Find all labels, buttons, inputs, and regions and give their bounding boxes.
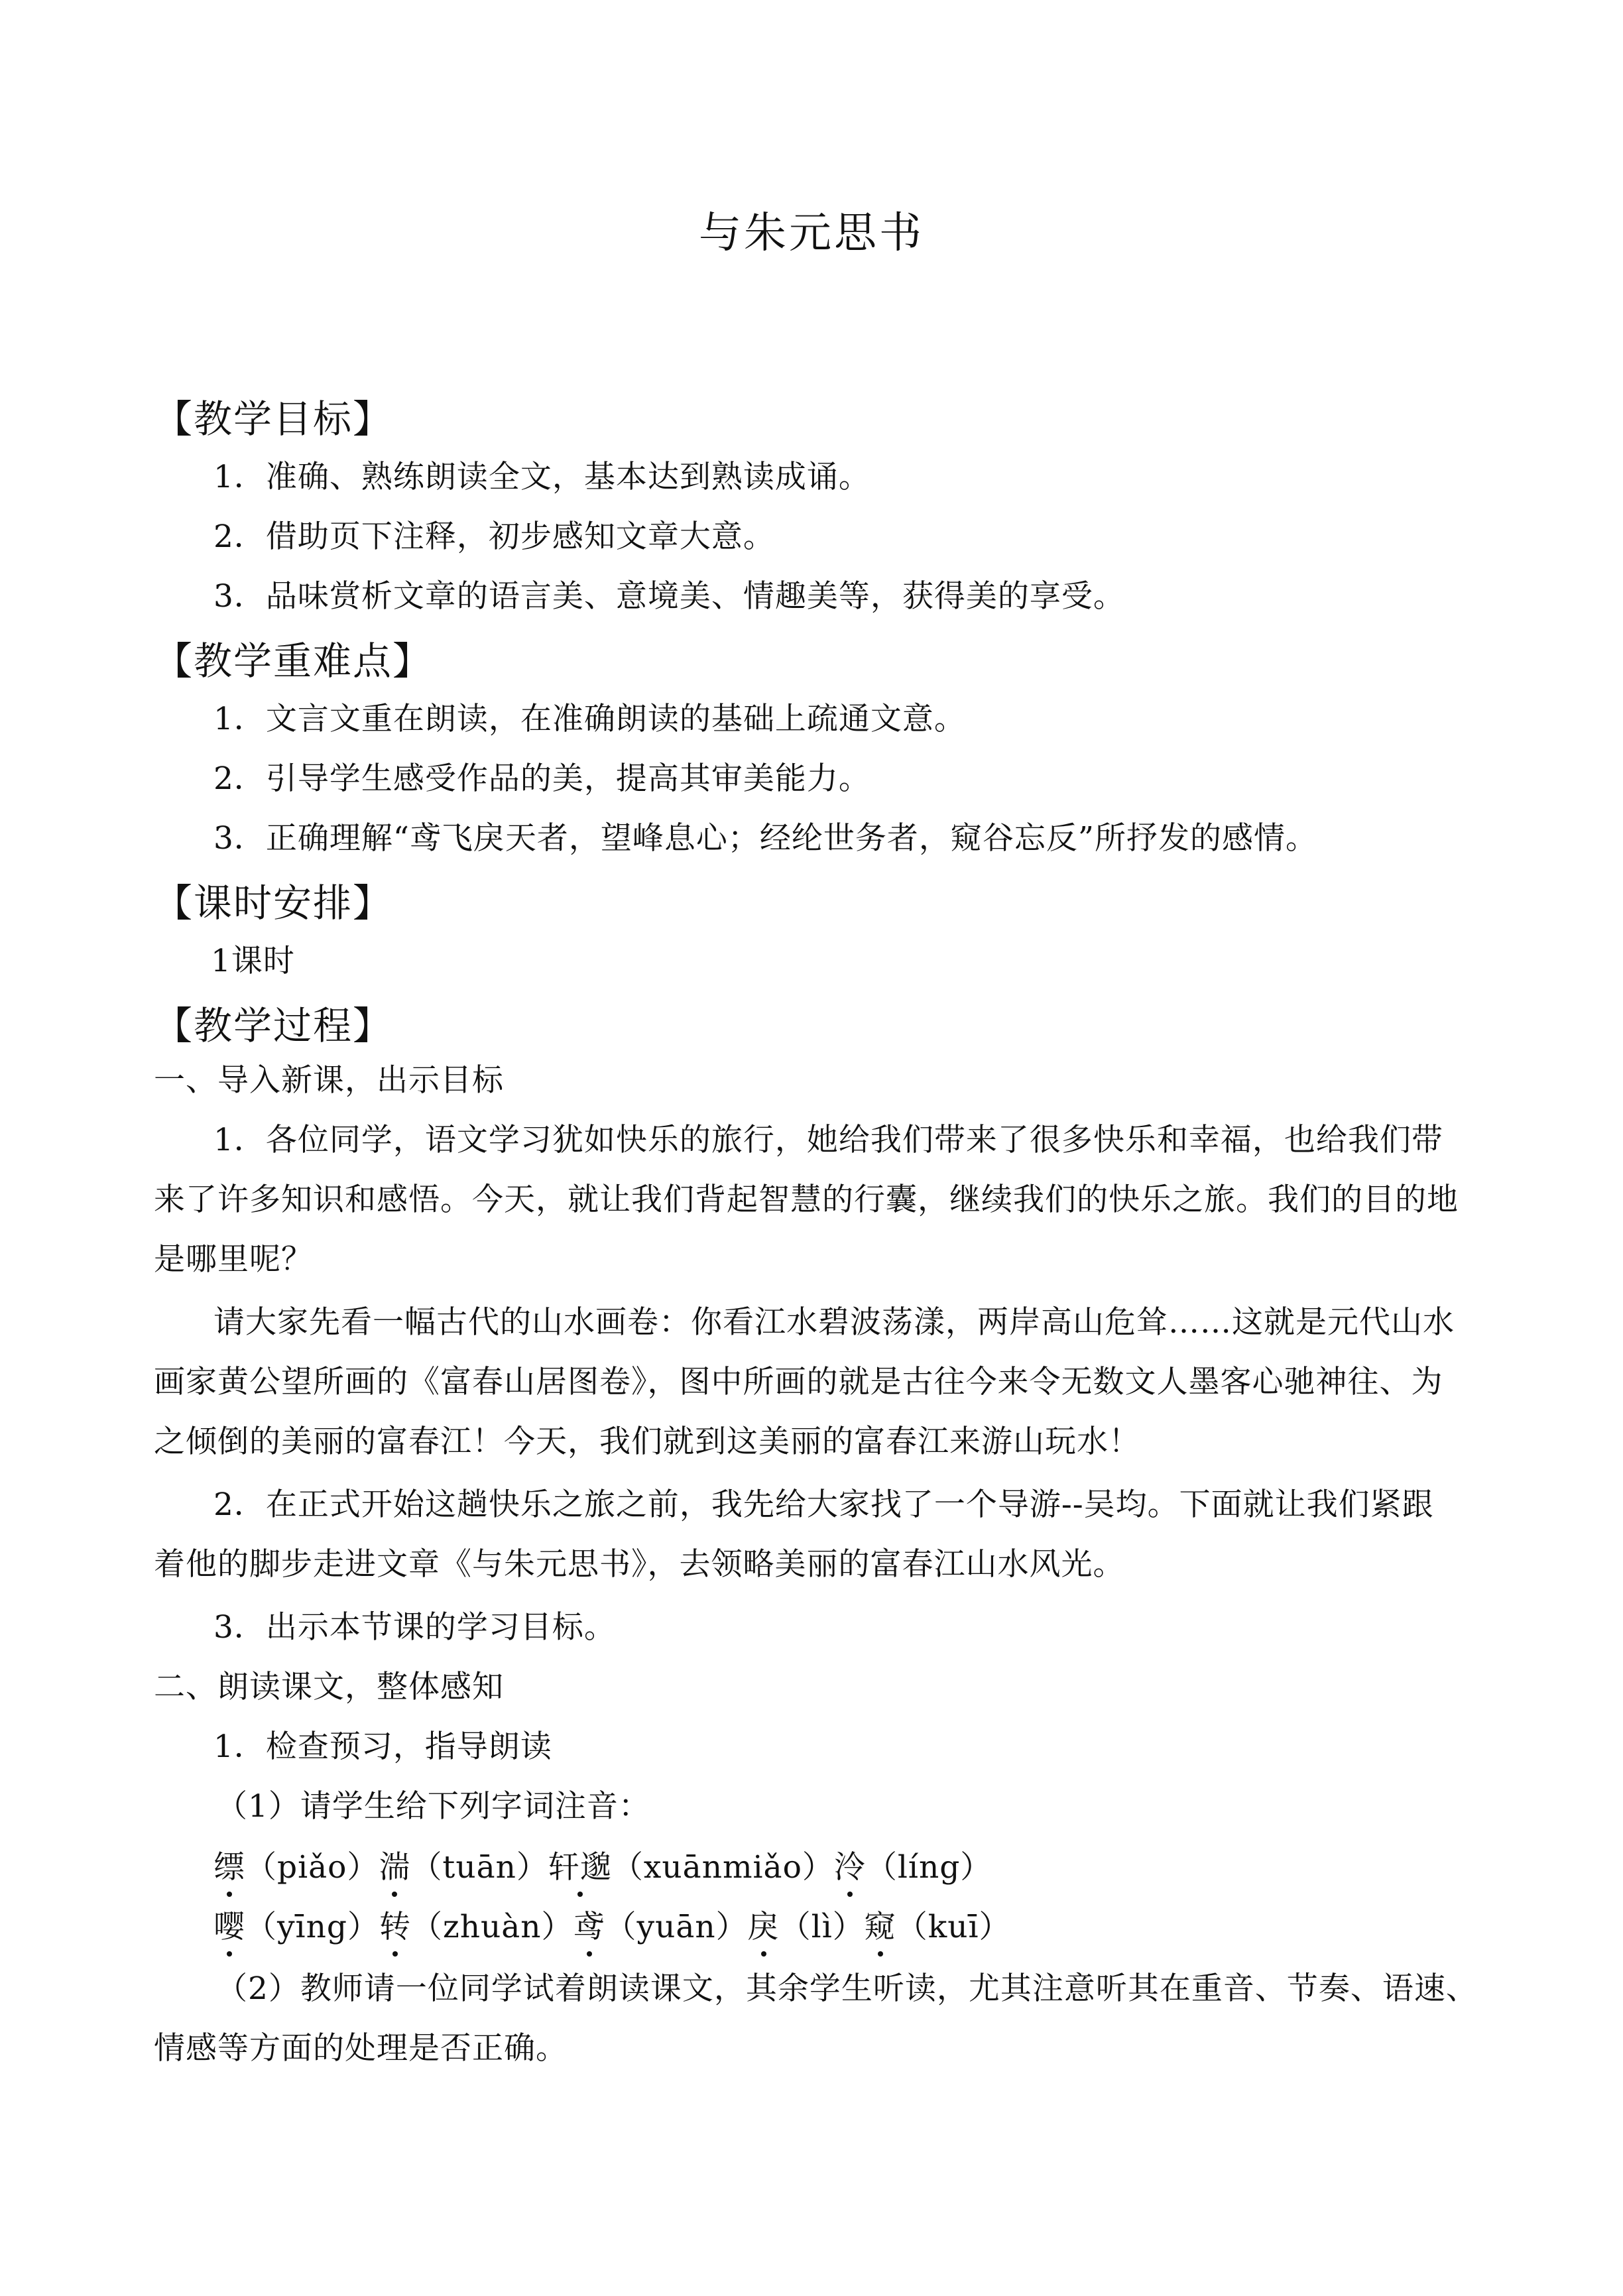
- annotated-char: 嘤: [213, 1907, 245, 1947]
- paragraph-line: 请大家先看一幅古代的山水画卷：你看江水碧波荡漾，两岸高山危耸……这就是元代山水: [213, 1304, 1455, 1341]
- paragraph-line: 1．各位同学，语文学习犹如快乐的旅行，她给我们带来了很多快乐和幸福，也给我们带: [213, 1122, 1443, 1158]
- annotated-char: 窥: [865, 1907, 896, 1947]
- pinyin: （zhuàn）: [410, 1909, 573, 1945]
- pinyin: （lì）: [779, 1909, 865, 1945]
- part1-title: 一、导入新课，出示目标: [154, 1062, 504, 1099]
- paragraph-line: 之倾倒的美丽的富春江！今天，我们就到这美丽的富春江来游山玩水！: [154, 1423, 1140, 1460]
- heading-objectives: 【教学目标】: [154, 396, 393, 442]
- objective-item: 1．准确、熟练朗读全文，基本达到熟读成诵。: [213, 459, 871, 495]
- heading-process: 【教学过程】: [154, 1003, 393, 1048]
- paragraph-line: 3．出示本节课的学习目标。: [213, 1609, 616, 1646]
- heading-schedule: 【课时安排】: [154, 880, 393, 926]
- annotated-char: 湍: [379, 1848, 410, 1888]
- objective-item: 2．借助页下注释，初步感知文章大意。: [213, 518, 775, 555]
- annotated-char: 缥: [213, 1848, 245, 1888]
- pinyin: （tuān）: [410, 1849, 548, 1886]
- paragraph-line: （2）教师请一位同学试着朗读课文，其余学生听读，尤其注意听其在重音、节奏、语速、: [216, 1970, 1478, 2007]
- paragraph-line: 2．在正式开始这趟快乐之旅之前，我先给大家找了一个导游--吴均。下面就让我们紧跟: [213, 1486, 1434, 1523]
- paragraph-line: 来了许多知识和感悟。今天，就让我们背起智慧的行囊，继续我们的快乐之旅。我们的目的地: [154, 1181, 1459, 1218]
- pinyin: （yīng）: [245, 1909, 379, 1945]
- annotated-char: 戾: [748, 1907, 780, 1947]
- pinyin: （piǎo）: [245, 1849, 379, 1886]
- sub-step-title: （1）请学生给下列字词注音：: [216, 1788, 650, 1825]
- pinyin: （kuī）: [896, 1909, 1011, 1945]
- annotated-char: 轩邈: [548, 1848, 612, 1888]
- key-point-item: 2．引导学生感受作品的美，提高其审美能力。: [213, 760, 871, 797]
- annotated-char: 鸢: [573, 1907, 605, 1947]
- annotated-char: 转: [379, 1907, 411, 1947]
- heading-key-points: 【教学重难点】: [154, 638, 433, 684]
- annotated-char: 泠: [834, 1848, 866, 1888]
- objective-item: 3．品味赏析文章的语言美、意境美、情趣美等，获得美的享受。: [213, 578, 1125, 615]
- pinyin: （yuān）: [605, 1909, 748, 1945]
- key-point-item: 3．正确理解“鸢飞戾天者，望峰息心；经纶世务者，窥谷忘反”所抒发的感情。: [213, 820, 1317, 857]
- paragraph-line: 情感等方面的处理是否正确。: [154, 2030, 568, 2067]
- paragraph-line: 着他的脚步走进文章《与朱元思书》，去领略美丽的富春江山水风光。: [154, 1546, 1125, 1583]
- schedule-text: 1课时: [211, 943, 295, 979]
- pinyin-row: [213, 1907, 1011, 1947]
- part2-title: 二、朗读课文，整体感知: [154, 1669, 504, 1705]
- pinyin-row: [213, 1848, 992, 1888]
- key-point-item: 1．文言文重在朗读，在准确朗读的基础上疏通文意。: [213, 701, 966, 737]
- pinyin: （xuānmiǎo）: [611, 1849, 834, 1886]
- paragraph-line: 画家黄公望所画的《富春山居图卷》，图中所画的就是古往今来令无数文人墨客心驰神往、为: [154, 1364, 1443, 1400]
- paragraph-line: 是哪里呢？: [154, 1241, 313, 1278]
- pinyin: （líng）: [865, 1849, 992, 1886]
- document-title: 与朱元思书: [699, 209, 924, 258]
- step-title: 1．检查预习，指导朗读: [213, 1728, 552, 1765]
